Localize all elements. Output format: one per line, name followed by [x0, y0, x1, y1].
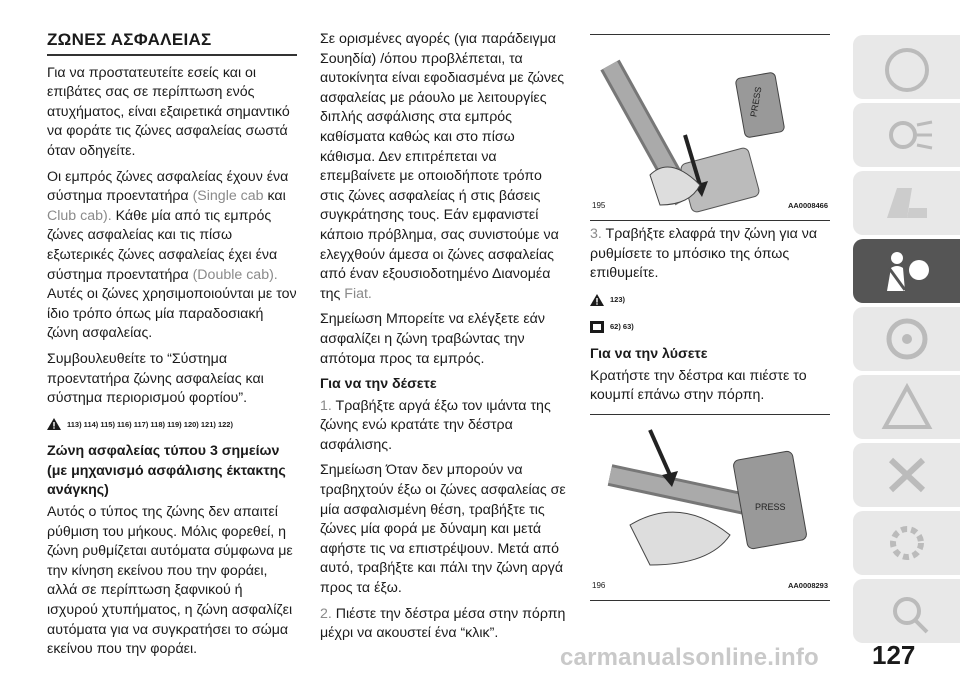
text: Club cab).	[47, 207, 112, 224]
paragraph	[47, 168, 297, 344]
warning-icon	[590, 294, 604, 306]
warning-refs-text: 113) 114) 115) 116) 117) 118) 119) 120) 121) 122)	[67, 419, 233, 429]
tab-dashboard[interactable]	[853, 35, 960, 99]
text: (Single cab	[192, 188, 264, 205]
press-label: PRESS	[748, 85, 764, 118]
tab-safety[interactable]	[853, 239, 960, 303]
subheading: Ζώνη ασφαλείας τύπου 3 σημείων (με μηχανισμό ασφάλισης έκτακτης ανάγκης)	[47, 443, 286, 499]
paragraph: Για να προστατευτείτε εσείς και οι επιβάτες σας σε περίπτωση ενός ατυχήματος, είναι εξαιρετικά σημαντικό να φοράτε τις ζώνες ασφαλείας σωστά όταν οδηγείτε.	[47, 64, 290, 159]
tab-index[interactable]	[853, 579, 960, 643]
step-3	[590, 225, 830, 284]
wrench-icon	[877, 450, 937, 500]
text: Οι εμπρός ζώνες ασφαλείας έχουν ένα σύστημα προεντατήρα	[47, 168, 289, 205]
gear-icon	[877, 518, 937, 568]
light-icon	[877, 110, 937, 160]
column-middle	[320, 30, 570, 650]
text: Πιέστε την δέστρα μέσα στην πόρπη μέχρι να ακουστεί ένα “κλικ”.	[320, 605, 566, 642]
text: Τραβήξτε αργά έξω τον ιμάντα της ζώνης ενώ κρατάτε την δέστρα ασφάλισης.	[320, 397, 551, 453]
note-ref	[590, 317, 830, 337]
tab-cleaning[interactable]	[853, 171, 960, 235]
paragraph	[320, 30, 570, 304]
text: (Double cab).	[192, 266, 278, 283]
figure-number: 195	[592, 201, 606, 211]
text: Αυτές οι ζώνες χρησιμοποιούνται με τον ίδιο τρόπο όπως μία παραδοσιακή ζώνη ασφαλείας.	[47, 286, 297, 342]
figure-code: AA0008293	[787, 581, 828, 591]
tab-emergency[interactable]	[853, 375, 960, 439]
seat-icon	[877, 178, 937, 228]
paragraph: Κρατήστε την δέστρα και πιέστε το κουμπί επάνω στην πόρπη.	[590, 367, 807, 404]
press-label: PRESS	[755, 501, 786, 512]
warning-ref-1	[590, 290, 830, 310]
tab-technical-data[interactable]	[853, 511, 960, 575]
seatbelt-airbag-icon	[875, 246, 935, 296]
tab-servicing[interactable]	[853, 443, 960, 507]
figure-196	[590, 414, 830, 601]
paragraph: Αυτός ο τύπος της ζώνης δεν απαιτεί ρύθμιση του μήκους. Μόλις φορεθεί, η ζώνη ρυθμίζεται αυτόματα σύμφωνα με την κίνηση εκείνου που την φοράει, αλλά σε περίπτωση ξαφνικού ή ισχυρού χτυπήματος, η ζώνη ασφαλίζει αυτόματα για να συγκρατήσει το σώμα εκείνου που την φοράει.	[47, 504, 293, 658]
step-number: 3.	[590, 226, 602, 242]
warning-icon	[47, 418, 61, 430]
text: και	[263, 188, 286, 205]
figure-number: 196	[592, 581, 606, 591]
tab-lights[interactable]	[853, 103, 960, 167]
seatbelt-buckle-illustration	[590, 35, 830, 220]
speedometer-icon	[877, 42, 937, 92]
warning-refs-text: 123)	[610, 294, 626, 304]
steering-wheel-icon	[877, 314, 937, 364]
subheading: Για να την λύσετε	[590, 345, 708, 362]
step-number: 2.	[320, 605, 332, 622]
paragraph: Συμβουλευθείτε το “Σύστημα προεντατήρα ζώνης ασφαλείας και σύστημα περιορισμού φορτίου”.	[47, 350, 264, 407]
subheading: Για να την δέσετε	[320, 376, 437, 393]
note: Σημείωση Όταν δεν μπορούν να τραβηχτούν έξω οι ζώνες ασφαλείας σε μία ασφαλισμένη θέση, τραβήξτε τις ζώνες μία φορά με δύναμη και μετά αφήστε τις να επιστρέψουν. Μετά από αυτό, τραβήξτε και πάλι την ζώνη αργά προς τα έξω.	[320, 462, 566, 597]
section-title: ΖΩΝΕΣ ΑΣΦΑΛΕΙΑΣ	[47, 30, 297, 56]
note-refs-text: 62) 63)	[610, 322, 634, 332]
warning-references	[47, 415, 297, 435]
page-number: 127	[872, 640, 916, 670]
watermark: carmanualsonline.info	[560, 644, 819, 671]
column-left	[47, 30, 297, 666]
figure-195	[590, 34, 830, 221]
note: Σημείωση Μπορείτε να ελέγξετε εάν ασφαλίζει η ζώνη τραβώντας την απότομα προς τα εμπρός.	[320, 311, 545, 367]
figure-code: AA0008466	[787, 201, 828, 211]
step-2	[320, 605, 570, 644]
step-1	[320, 397, 570, 456]
text: Fiat.	[344, 285, 372, 302]
text: Σε ορισμένες αγορές (για παράδειγμα Σουηδία) /όπου προβλέπεται, τα αυτοκίνητα είναι εφοδιασμένα με ζώνες ασφαλείας με ράουλο με λειτουργίες διπλής ασφάλισης στα εμπρός καθίσματα καθώς και στο πίσω κάθισμα. Δεν επιτρέπεται να επεμβαίνετε με οποιοδήποτε τρόπο στις ζώνες ασφαλείας ή στις βάσεις συγκράτησης τους. Εάν εμφανιστεί κάποιο πρόβλημα, σας συνιστούμε να ελεγχθούν άμεσα οι ζώνες ασφαλείας από έναν εξουσιοδοτημένο Διανομέα της	[320, 31, 565, 302]
tab-starting[interactable]	[853, 307, 960, 371]
text: Τραβήξτε ελαφρά την ζώνη για να ρυθμίσετε το μπόσικο της όπως επιθυμείτε.	[590, 226, 818, 282]
text: Κάθε μία από τις εμπρός ζώνες ασφαλείας και τις πίσω εξωτερικές ζώνες ασφαλείας έχει ένα σύστημα προεντατήρα	[47, 207, 278, 283]
step-number: 1.	[320, 397, 332, 414]
index-search-icon	[877, 586, 937, 636]
warning-triangle-icon	[877, 382, 937, 432]
column-right	[590, 34, 830, 605]
seatbelt-release-illustration	[590, 415, 830, 600]
note-icon	[590, 321, 604, 333]
